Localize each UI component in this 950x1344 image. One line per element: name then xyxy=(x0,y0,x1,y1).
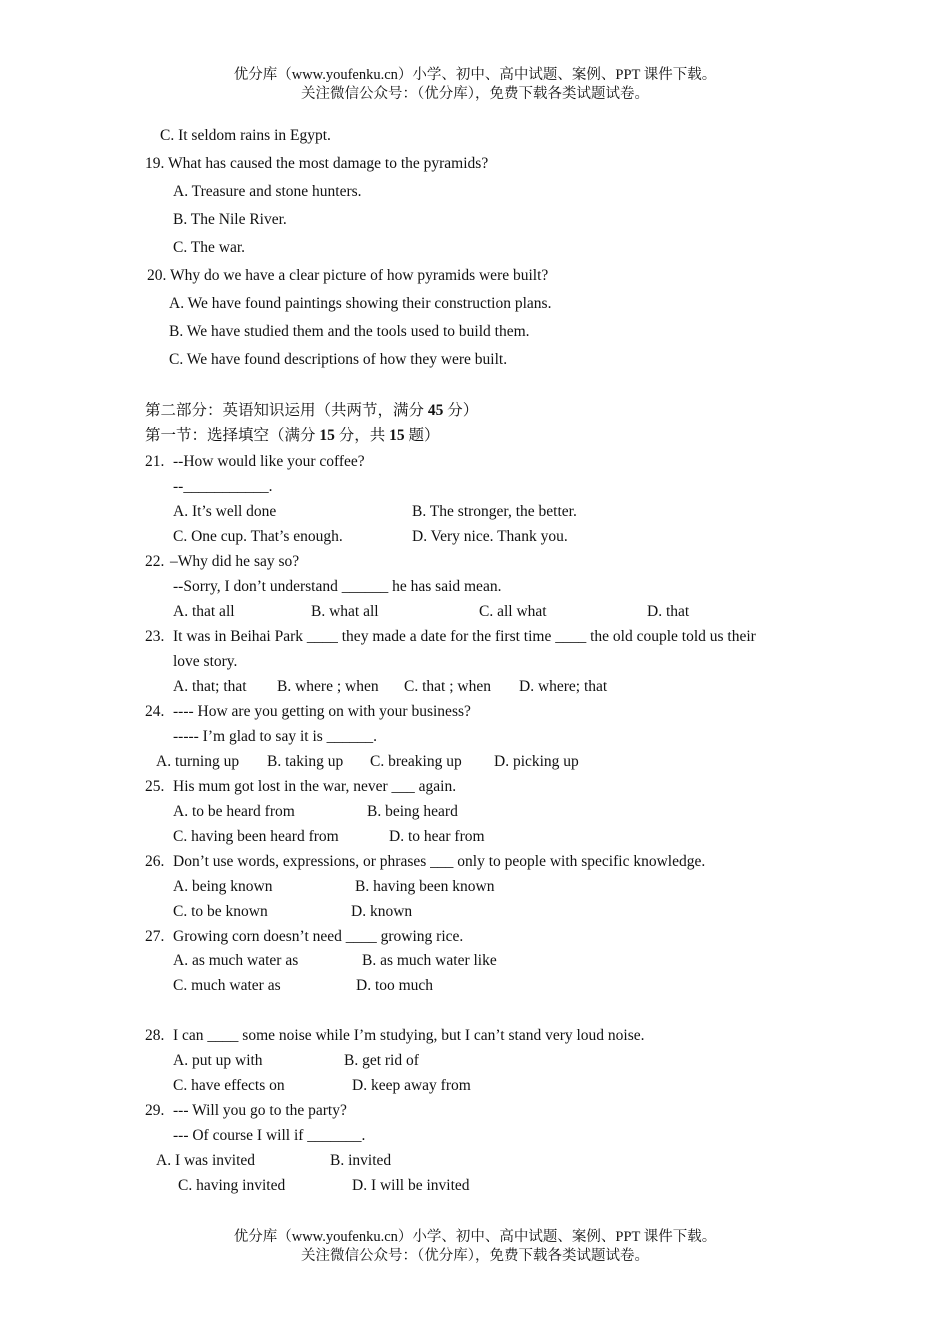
q25-number: 25. xyxy=(145,778,165,795)
q27-option-b: B. as much water like xyxy=(362,952,497,969)
q29-number: 29. xyxy=(145,1102,165,1119)
q23-option-c: C. that ; when xyxy=(404,678,491,695)
q21-option-b: B. The stronger, the better. xyxy=(412,503,577,520)
q23-option-d: D. where; that xyxy=(519,678,608,695)
q20-option-c: C. We have found descriptions of how they were built. xyxy=(169,351,508,368)
footer-line-1: 优分库（www.youfenku.cn）小学、初中、高中试题、案例、PPT 课件下载。 xyxy=(233,1229,717,1245)
q26-option-c: C. to be known xyxy=(173,903,268,920)
header-line-1: 优分库（www.youfenku.cn）小学、初中、高中试题、案例、PPT 课件下载。 xyxy=(233,67,717,83)
q26-line-1: Don’t use words, expressions, or phrases ___ only to people with specific knowledge. xyxy=(173,853,706,870)
q21-option-a: A. It’s well done xyxy=(173,503,277,520)
q22-line-2: --Sorry, I don’t understand ______ he has said mean. xyxy=(173,578,502,595)
q23-option-b: B. where ; when xyxy=(277,678,379,695)
q24-option-b: B. taking up xyxy=(267,753,344,770)
q28-option-c: C. have effects on xyxy=(173,1077,285,1094)
section1-title: 第一节：选择填空（满分 15 分，共 15 题） xyxy=(145,427,440,444)
q24-line-1: ---- How are you getting on with your business? xyxy=(173,703,471,720)
q22-line-1: –Why did he say so? xyxy=(170,553,300,570)
q23-option-a: A. that; that xyxy=(173,678,247,695)
q27-option-d: D. too much xyxy=(356,977,434,994)
q29-option-d: D. I will be invited xyxy=(352,1177,470,1194)
q22-number: 22. xyxy=(145,553,165,570)
q24-option-c: C. breaking up xyxy=(370,753,462,770)
q25-line-1: His mum got lost in the war, never ___ again. xyxy=(173,778,457,795)
q19-option-a: A. Treasure and stone hunters. xyxy=(173,183,362,200)
q23-line-2: love story. xyxy=(173,653,238,670)
q18-option-c: C. It seldom rains in Egypt. xyxy=(160,127,331,144)
q21-number: 21. xyxy=(145,453,165,470)
q27-number: 27. xyxy=(145,928,165,945)
q28-option-a: A. put up with xyxy=(173,1052,263,1069)
q23-line-1: It was in Beihai Park ____ they made a date for the first time ____ the old couple told us their xyxy=(173,628,756,645)
q29-option-c: C. having invited xyxy=(178,1177,286,1194)
q25-option-d: D. to hear from xyxy=(389,828,485,845)
header-line-2: 关注微信公众号：（优分库），免费下载各类试题试卷。 xyxy=(301,86,649,102)
q28-number: 28. xyxy=(145,1027,165,1044)
q20-option-b: B. We have studied them and the tools used to build them. xyxy=(169,323,530,340)
q27-option-c: C. much water as xyxy=(173,977,281,994)
q23-number: 23. xyxy=(145,628,165,645)
q29-option-a: A. I was invited xyxy=(156,1152,256,1169)
q24-option-a: A. turning up xyxy=(156,753,240,770)
q24-number: 24. xyxy=(145,703,165,720)
q19-option-c: C. The war. xyxy=(173,239,246,256)
q22-option-c: C. all what xyxy=(479,603,547,620)
q26-option-d: D. known xyxy=(351,903,413,920)
q29-line-2: --- Of course I will if _______. xyxy=(173,1127,366,1144)
q21-option-d: D. Very nice. Thank you. xyxy=(412,528,568,545)
q19-option-b: B. The Nile River. xyxy=(173,211,287,228)
q21-option-c: C. One cup. That’s enough. xyxy=(173,528,343,545)
q20-stem: 20. Why do we have a clear picture of how pyramids were built? xyxy=(147,267,549,284)
q25-option-c: C. having been heard from xyxy=(173,828,339,845)
q29-line-1: --- Will you go to the party? xyxy=(173,1102,347,1119)
q26-number: 26. xyxy=(145,853,165,870)
q20-option-a: A. We have found paintings showing their construction plans. xyxy=(169,295,552,312)
q27-line-1: Growing corn doesn’t need ____ growing rice. xyxy=(173,928,464,945)
q21-line-2: --___________. xyxy=(173,478,273,495)
footer-line-2: 关注微信公众号：（优分库），免费下载各类试题试卷。 xyxy=(301,1248,649,1264)
q27-option-a: A. as much water as xyxy=(173,952,299,969)
q26-option-a: A. being known xyxy=(173,878,273,895)
q25-option-b: B. being heard xyxy=(367,803,458,820)
q19-stem: 19. What has caused the most damage to the pyramids? xyxy=(145,155,489,172)
q22-option-b: B. what all xyxy=(311,603,379,620)
q22-option-a: A. that all xyxy=(173,603,235,620)
q28-line-1: I can ____ some noise while I’m studying, but I can’t stand very loud noise. xyxy=(173,1027,645,1044)
q24-option-d: D. picking up xyxy=(494,753,579,770)
q21-line-1: --How would like your coffee? xyxy=(173,453,365,470)
q26-option-b: B. having been known xyxy=(355,878,495,895)
q24-line-2: ----- I’m glad to say it is ______. xyxy=(173,728,378,745)
q28-option-b: B. get rid of xyxy=(344,1052,419,1069)
q22-option-d: D. that xyxy=(647,603,690,620)
part2-title: 第二部分：英语知识运用（共两节，满分 45 分） xyxy=(145,402,479,419)
q25-option-a: A. to be heard from xyxy=(173,803,295,820)
q29-option-b: B. invited xyxy=(330,1152,392,1169)
q28-option-d: D. keep away from xyxy=(352,1077,471,1094)
